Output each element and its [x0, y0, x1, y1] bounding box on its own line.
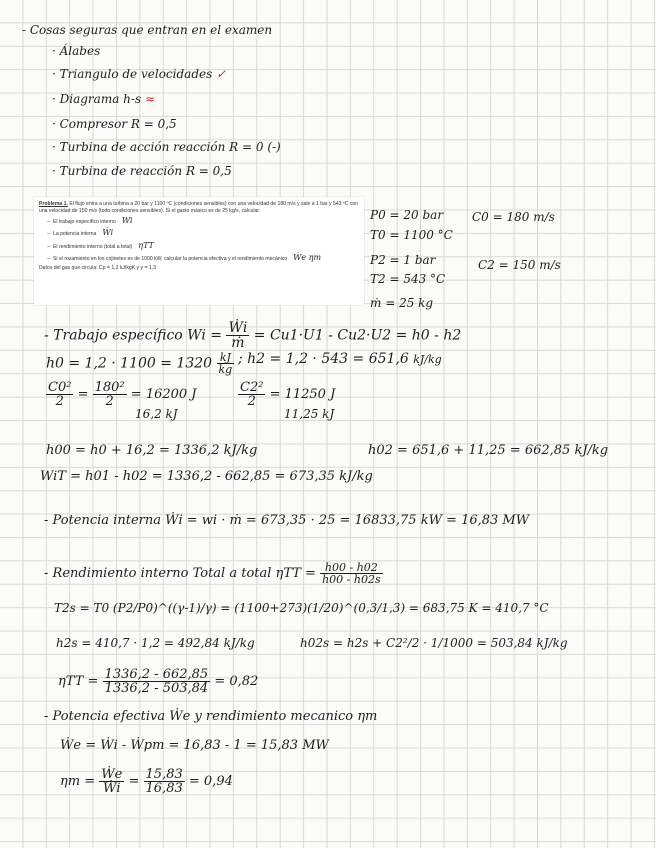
work-line-h0 — [46, 352, 234, 375]
fraction-num: Ẇi — [228, 320, 248, 336]
work-c0-kj: 16,2 kJ — [135, 407, 178, 421]
problem-item-text: Si el rozamiento en los cojinetes es de 1000 kW, calcular la potencia efectiva y el rendimiento mecánico — [53, 255, 288, 262]
fraction-num: C0² — [48, 380, 72, 395]
problem-title: Problema 1. — [39, 201, 68, 207]
problem-item — [53, 216, 359, 226]
work-line-eta-tt — [58, 668, 258, 695]
work-text: ηTT = — [58, 674, 99, 689]
work-text: = 0,82 — [214, 674, 259, 689]
work-unit: kJ/kg — [413, 353, 442, 366]
fraction — [144, 768, 185, 795]
topic-diagrama-label: · Diagrama h-s — [52, 92, 142, 106]
fraction-num: 1336,2 - 662,85 — [104, 667, 209, 682]
work-text: h0 = 1,2 · 1100 = 1320 — [46, 355, 213, 372]
work-text: - Rendimiento interno Total a total ηTT = — [44, 566, 316, 581]
fraction-den: Ẇi — [103, 781, 121, 796]
check-mark-icon: ✓ — [216, 67, 227, 81]
work-text: = — [77, 387, 89, 402]
work-line-h02s: h02s = h2s + C2²/2 · 1/1000 = 503,84 kJ/kg — [300, 636, 568, 650]
work-line-h02: h02 = 651,6 + 11,25 = 662,85 kJ/kg — [368, 443, 609, 458]
fraction-den: 2 — [105, 394, 114, 409]
work-text: = 11250 J — [269, 387, 336, 402]
problem-item-text: El rendimiento interno (total a total) — [53, 243, 133, 250]
fraction — [320, 562, 383, 585]
fraction-num: 15,83 — [145, 767, 183, 782]
problem-items — [39, 216, 359, 263]
fraction-den: kg — [218, 363, 233, 376]
work-line-eta-m — [60, 768, 233, 795]
approx-mark-icon: ≈ — [144, 92, 155, 106]
fraction-num: kJ — [217, 352, 235, 364]
work-line-c0-kinetic — [46, 381, 197, 408]
work-c2-kj: 11,25 kJ — [284, 407, 335, 421]
work-text: = — [128, 774, 140, 789]
problem-item-text: La potencia interna — [53, 231, 97, 238]
problem-item-annotation: Wi — [121, 216, 133, 226]
problem-item — [53, 253, 359, 263]
given-p2: P2 = 1 bar — [370, 253, 436, 267]
topic-triangulo-label: · Triangulo de velocidades — [52, 67, 213, 81]
fraction — [99, 768, 124, 795]
problem-item-annotation: Ẇi — [102, 228, 114, 238]
fraction-den: 1336,2 - 503,84 — [104, 681, 209, 696]
fraction — [226, 321, 249, 350]
fraction — [238, 381, 265, 408]
work-line-potencia-interna: - Potencia interna Ẇi = wi · ṁ = 673,35 · 25 = 16833,75 kW = 16,83 MW — [44, 513, 530, 528]
problem-item-text: El trabajo específico interno — [53, 219, 116, 226]
work-line-rendimiento — [44, 562, 383, 585]
work-line-h2 — [238, 352, 442, 366]
given-t2: T2 = 543 °C — [370, 272, 446, 286]
work-line-we: Ẇe = Ẇi - Ẇpm = 16,83 - 1 = 15,83 MW — [60, 738, 329, 753]
fraction-den: 2 — [55, 394, 64, 409]
fraction — [103, 668, 211, 695]
given-mass-flow: ṁ = 25 kg — [370, 296, 434, 310]
given-c2: C2 = 150 m/s — [478, 258, 561, 272]
fraction-den: 16,83 — [145, 781, 183, 796]
topic-compresor: · Compresor R = 0,5 — [52, 117, 177, 131]
work-text: = Cu1·U1 - Cu2·U2 = h0 - h2 — [253, 327, 462, 344]
work-text: = 16200 J — [130, 387, 197, 402]
fraction-num: C2² — [240, 380, 264, 395]
topic-turbina-accion: · Turbina de acción reacción R = 0 (-) — [52, 140, 281, 154]
work-text: ηm = — [60, 774, 96, 789]
problem-item-annotation: ηTT — [138, 240, 154, 250]
fraction — [93, 381, 127, 408]
topic-triangulo — [52, 68, 226, 80]
fraction-num: h00 - h02 — [320, 562, 383, 574]
fraction-den: ṁ — [231, 335, 245, 351]
fraction — [217, 352, 235, 375]
fraction-den: 2 — [247, 394, 256, 409]
problem-item — [53, 241, 359, 251]
topic-diagrama — [52, 93, 155, 105]
problem-footer: Datos del gas que circula: Cp = 1,2 kJ/kgK y γ = 1,3 — [39, 264, 156, 271]
fraction — [46, 381, 73, 408]
problem-intro — [39, 201, 359, 214]
given-p0: P0 = 20 bar — [370, 208, 444, 222]
topic-turbina-reaccion: · Turbina de reacción R = 0,5 — [52, 164, 232, 178]
fraction-den: h00 - h02s — [322, 573, 381, 586]
problem-statement-card — [34, 197, 364, 305]
problem-item — [53, 228, 359, 238]
work-text: ; h2 = 1,2 · 543 = 651,6 — [238, 351, 409, 367]
topic-alabes: · Álabes — [52, 44, 101, 58]
notes-heading: - Cosas seguras que entran en el examen — [22, 23, 273, 37]
work-text: - Trabajo específico Wi = — [44, 327, 222, 344]
work-line-c2-kinetic — [238, 381, 335, 408]
problem-intro-text: El flujo entra a una turbina a 20 bar y 1100 ºC (condiciones sensibles) con una velocidad de 180 m/s y sale a 1 bar y 543 ºC con una velocidad de 150 m/s (todo condiciones sensibles). Si el gasto másico es de 25 kg/s, calcular: — [39, 201, 359, 214]
work-line-trabajo — [44, 321, 461, 350]
work-line-h00: h00 = h0 + 16,2 = 1336,2 kJ/kg — [46, 443, 258, 458]
work-line-potencia-efectiva: - Potencia efectiva Ẇe y rendimiento mecanico ηm — [44, 709, 378, 724]
given-c0: C0 = 180 m/s — [472, 210, 555, 224]
fraction-num: 180² — [94, 380, 125, 395]
given-t0: T0 = 1100 °C — [370, 228, 453, 242]
work-line-t2s: T2s = T0 (P2/P0)^((γ-1)/γ) = (1100+273)(1/20)^(0,3/1,3) = 683,75 K = 410,7 °C — [54, 601, 549, 615]
problem-item-annotation: Ẇe ηm — [293, 252, 322, 262]
work-line-h2s: h2s = 410,7 · 1,2 = 492,84 kJ/kg — [56, 636, 255, 650]
work-text: = 0,94 — [188, 774, 233, 789]
work-line-wit: WiT = h01 - h02 = 1336,2 - 662,85 = 673,35 kJ/kg — [40, 469, 373, 484]
fraction-num: Ẇe — [101, 767, 123, 782]
